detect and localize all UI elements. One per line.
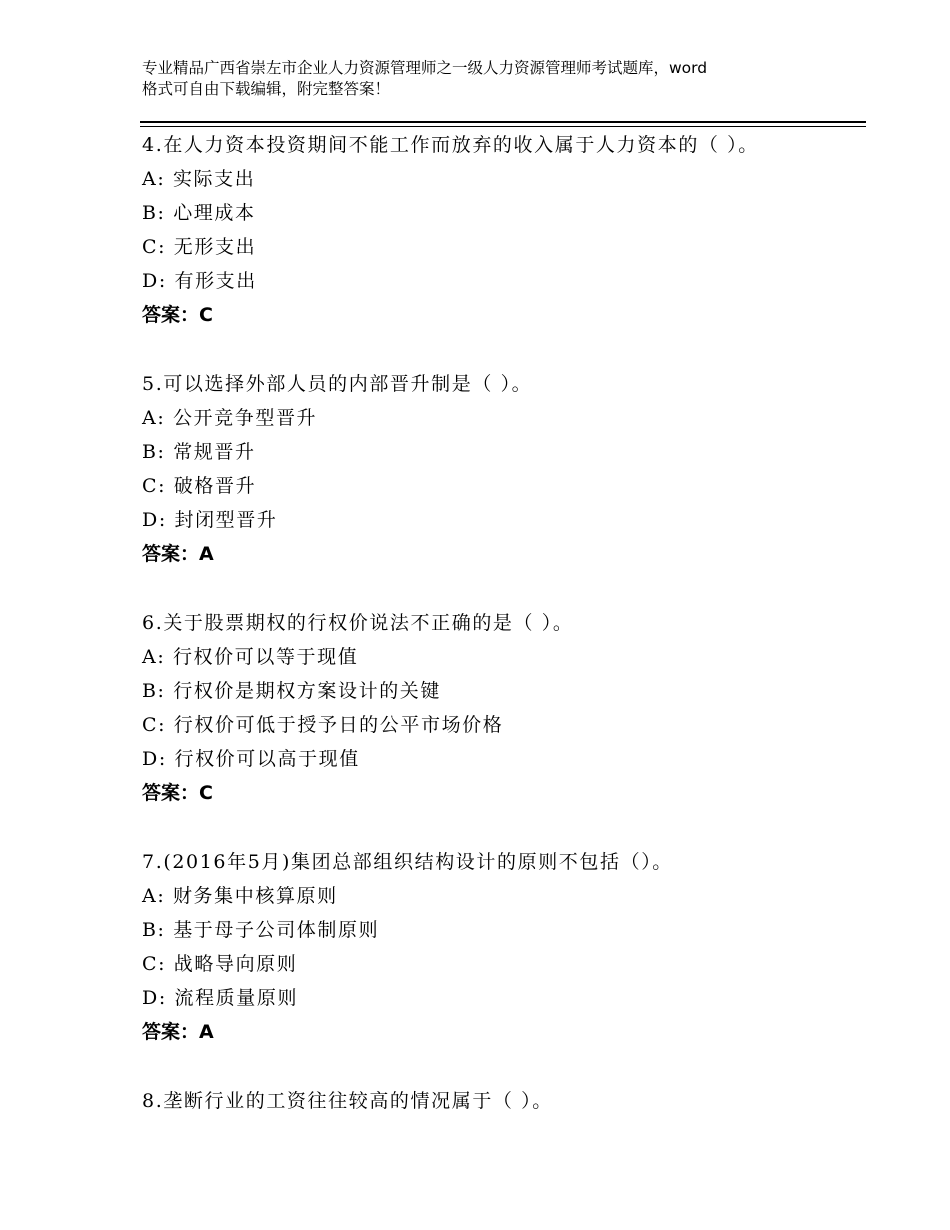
- question-list: [142, 128, 862, 1118]
- question-4: [142, 128, 862, 332]
- header-rule-thin: [140, 126, 866, 127]
- question-spacer: [142, 332, 862, 367]
- option-a: A: 公开竞争型晋升: [142, 407, 318, 429]
- answer-line: 答案：A: [142, 543, 214, 565]
- header-line-2: 格式可自由下载编辑，附完整答案！: [142, 80, 391, 98]
- question-stem: 5.可以选择外部人员的内部晋升制是（ ）。: [142, 373, 533, 395]
- question-6: [142, 606, 862, 810]
- option-c: C: 破格晋升: [142, 475, 257, 497]
- option-c: C: 战略导向原则: [142, 953, 298, 975]
- answer-line: 答案：C: [142, 304, 213, 326]
- option-a: A: 行权价可以等于现值: [142, 646, 359, 668]
- question-spacer: [142, 571, 862, 606]
- question-stem: 6.关于股票期权的行权价说法不正确的是（ ）。: [142, 612, 574, 634]
- answer-line: 答案：A: [142, 1021, 214, 1043]
- option-a: A: 实际支出: [142, 168, 256, 190]
- option-b: B: 心理成本: [142, 202, 256, 224]
- option-b: B: 行权价是期权方案设计的关键: [142, 680, 442, 702]
- option-d: D: 行权价可以高于现值: [142, 748, 360, 770]
- question-spacer: [142, 1049, 862, 1084]
- question-stem: 4.在人力资本投资期间不能工作而放弃的收入属于人力资本的（ ）。: [142, 134, 759, 156]
- option-d: D: 流程质量原则: [142, 987, 299, 1009]
- option-c: C: 无形支出: [142, 236, 257, 258]
- header-rule-thick: [140, 121, 866, 123]
- question-5: [142, 367, 862, 571]
- option-b: B: 常规晋升: [142, 441, 256, 463]
- option-c: C: 行权价可低于授予日的公平市场价格: [142, 714, 504, 736]
- question-stem: 7.(2016年5月)集团总部组织结构设计的原则不包括（）。: [142, 851, 673, 873]
- question-stem: 8.垄断行业的工资往往较高的情况属于（ ）。: [142, 1090, 553, 1112]
- option-a: A: 财务集中核算原则: [142, 885, 338, 907]
- document-header: [142, 58, 842, 100]
- question-8: [142, 1084, 862, 1118]
- option-d: D: 封闭型晋升: [142, 509, 278, 531]
- question-spacer: [142, 810, 862, 845]
- option-d: D: 有形支出: [142, 270, 257, 292]
- header-line-1: 专业精品广西省崇左市企业人力资源管理师之一级人力资源管理师考试题库，word: [142, 59, 708, 77]
- option-b: B: 基于母子公司体制原则: [142, 919, 380, 941]
- answer-line: 答案：C: [142, 782, 213, 804]
- question-7: [142, 845, 862, 1049]
